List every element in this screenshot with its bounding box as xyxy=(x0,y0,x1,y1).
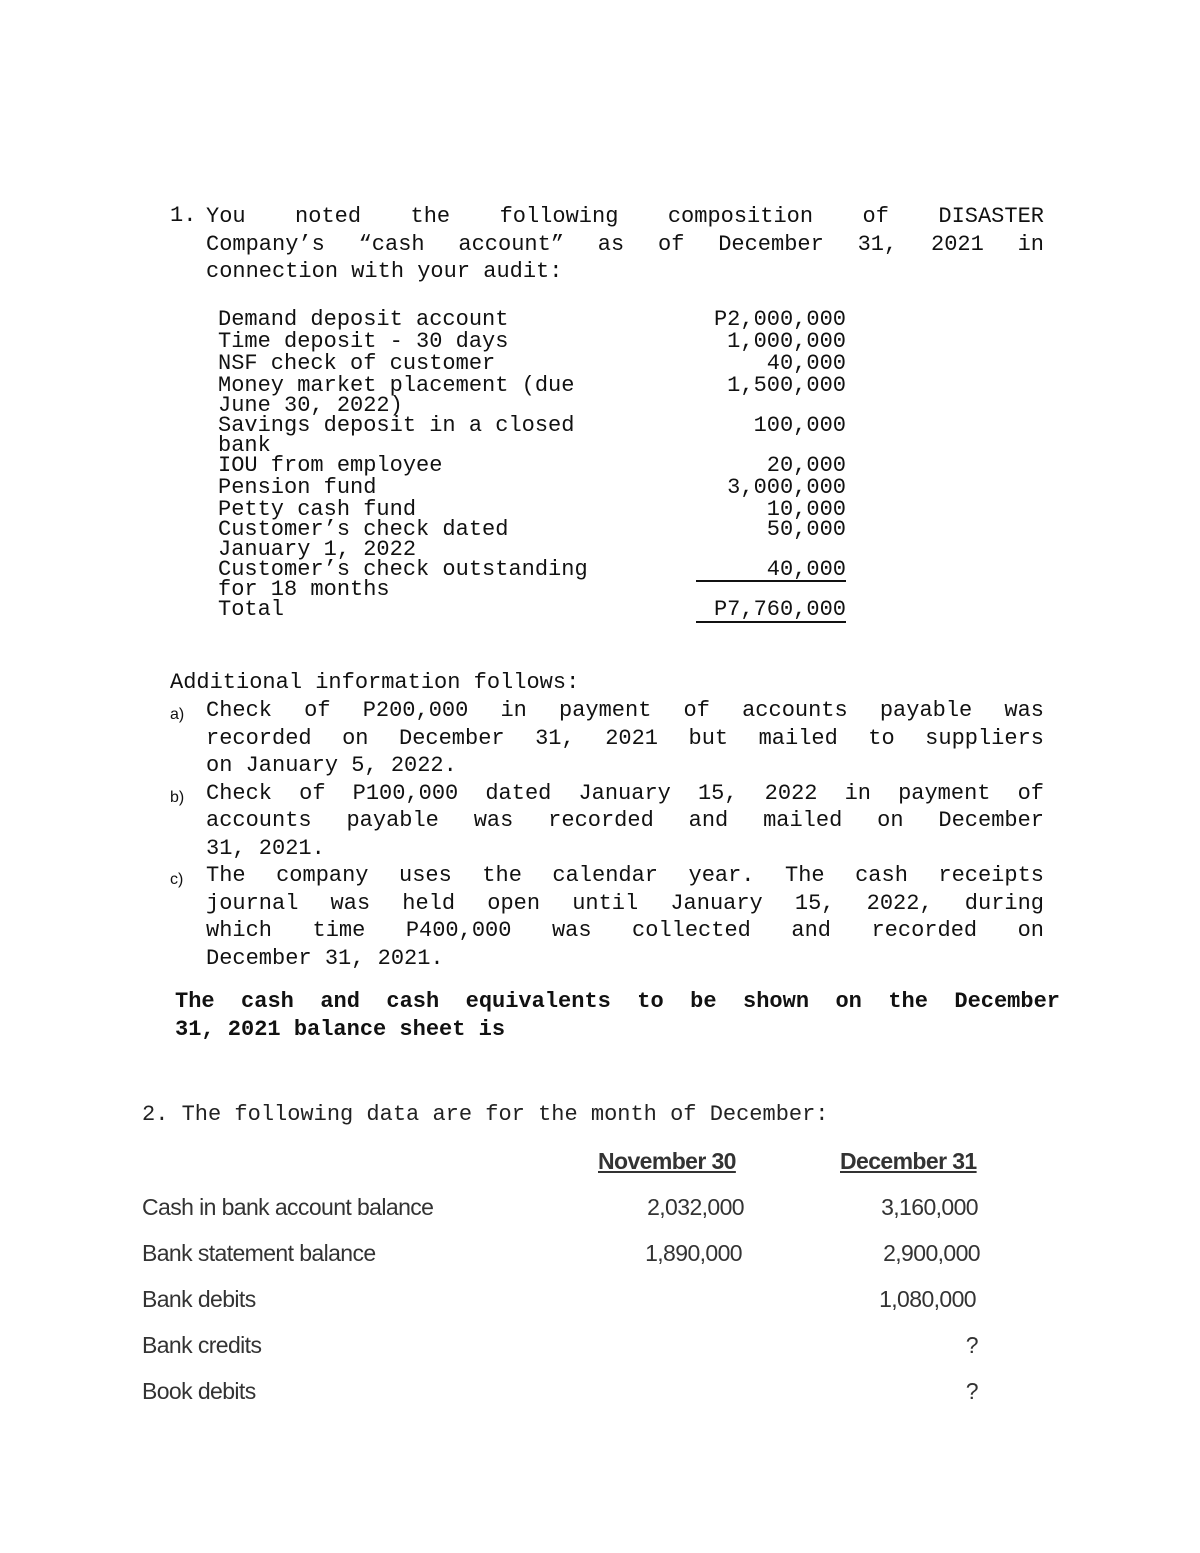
cash-composition-table xyxy=(218,307,846,623)
composition-label xyxy=(218,373,658,418)
item-text xyxy=(206,697,1044,780)
december-value: 1,080,000 xyxy=(879,1286,976,1312)
row-label: Bank credits xyxy=(142,1332,262,1358)
composition-label xyxy=(218,413,658,458)
composition-label xyxy=(218,557,658,602)
total-amount: P7,760,000 xyxy=(696,600,846,623)
november-value: 2,032,000 xyxy=(647,1194,744,1220)
label-line: IOU from employee xyxy=(218,453,443,478)
additional-info-item xyxy=(170,862,1045,972)
column-header-november: November 30 xyxy=(598,1148,736,1174)
composition-label xyxy=(218,307,658,332)
column-header-december: December 31 xyxy=(840,1148,977,1174)
item-line: journal was held open until January 15, 2022, during xyxy=(206,890,1044,916)
december-value: ? xyxy=(965,1332,978,1358)
composition-label xyxy=(218,517,658,562)
composition-row xyxy=(218,453,846,478)
composition-row xyxy=(218,517,846,562)
label-line: January 1, 2022 xyxy=(218,537,417,562)
composition-row xyxy=(218,373,846,418)
composition-row xyxy=(218,413,846,458)
item-line: on January 5, 2022. xyxy=(206,753,457,778)
december-value: 3,160,000 xyxy=(881,1194,978,1220)
table-row xyxy=(142,1194,992,1224)
additional-info-heading: Additional information follows: xyxy=(170,670,580,695)
label-line: Petty cash fund xyxy=(218,497,417,522)
item-text xyxy=(206,862,1044,972)
label-line: Pension fund xyxy=(218,475,377,500)
row-label: Book debits xyxy=(142,1378,256,1404)
label-line: Demand deposit account xyxy=(218,307,509,332)
label-line: Money market placement (due xyxy=(218,373,575,398)
composition-amount: 100,000 xyxy=(753,413,846,438)
row-label: Bank debits xyxy=(142,1286,256,1312)
intro-line: Company’s “cash account” as of December 31, 2021 in xyxy=(206,231,1044,257)
additional-info-list xyxy=(170,697,1045,972)
item-line: The company uses the calendar year. The cash receipts xyxy=(206,863,1044,888)
composition-amount: 40,000 xyxy=(696,560,846,582)
composition-amount: 10,000 xyxy=(766,497,846,522)
december-value: ? xyxy=(965,1378,978,1404)
november-value: 1,890,000 xyxy=(645,1240,742,1266)
question-1-prompt xyxy=(175,988,1060,1043)
intro-line: You noted the following composition of DISASTER xyxy=(206,204,1044,229)
item-line: December 31, 2021. xyxy=(206,945,444,971)
composition-amount: 1,500,000 xyxy=(727,373,846,398)
item-line: Check of P200,000 in payment of accounts payable was xyxy=(206,698,1044,723)
item-line: Check of P100,000 dated January 15, 2022 in payment of xyxy=(206,780,1044,806)
table-row xyxy=(142,1378,992,1408)
total-label: Total xyxy=(218,597,285,622)
label-line: June 30, 2022) xyxy=(218,393,403,418)
additional-info-item xyxy=(170,780,1045,863)
label-line: NSF check of customer xyxy=(218,351,496,376)
composition-row xyxy=(218,351,846,376)
item-line: which time P400,000 was collected and recorded on xyxy=(206,918,1044,943)
additional-info-item xyxy=(170,697,1045,780)
composition-row xyxy=(218,329,846,354)
item-letter: b) xyxy=(170,788,185,806)
label-line: Customer’s check dated xyxy=(218,517,509,542)
item-line: accounts payable was recorded and mailed on December xyxy=(206,808,1044,833)
composition-amount: P2,000,000 xyxy=(713,307,846,332)
composition-amount: 1,000,000 xyxy=(727,329,846,354)
composition-label xyxy=(218,453,658,478)
composition-row xyxy=(218,307,846,332)
table-row xyxy=(142,1332,992,1362)
label-line: Customer’s check outstanding xyxy=(218,557,588,582)
composition-label xyxy=(218,329,658,354)
composition-row xyxy=(218,475,846,500)
label-line: Savings deposit in a closed xyxy=(218,413,575,438)
composition-label xyxy=(218,475,658,500)
composition-row xyxy=(218,557,846,602)
composition-amount: 3,000,000 xyxy=(727,475,846,500)
question-1-number: 1. xyxy=(170,203,197,228)
label-line: for 18 months xyxy=(218,577,390,602)
label-line: Time deposit - 30 days xyxy=(218,329,509,354)
item-line: recorded on December 31, 2021 but mailed to suppliers xyxy=(206,725,1044,751)
composition-amount: 40,000 xyxy=(766,351,846,376)
row-label: Bank statement balance xyxy=(142,1240,376,1266)
question-2-title: 2. The following data are for the month of December: xyxy=(142,1102,829,1127)
prompt-line: The cash and cash equivalents to be shown on the December xyxy=(175,989,1060,1014)
prompt-line: 31, 2021 balance sheet is xyxy=(175,1016,506,1042)
question-1-intro xyxy=(206,203,1044,286)
table-row xyxy=(142,1240,992,1270)
item-letter: c) xyxy=(170,871,184,888)
composition-amount: 20,000 xyxy=(766,453,846,478)
table-row xyxy=(142,1286,992,1316)
item-text xyxy=(206,780,1044,863)
item-letter: a) xyxy=(170,706,185,723)
label-line: bank xyxy=(218,433,271,458)
row-label: Cash in bank account balance xyxy=(142,1194,434,1220)
december-value: 2,900,000 xyxy=(883,1240,980,1266)
intro-line: connection with your audit: xyxy=(206,259,563,284)
composition-total-row xyxy=(218,597,846,623)
item-line: 31, 2021. xyxy=(206,835,325,861)
composition-amount: 50,000 xyxy=(766,517,846,542)
composition-label xyxy=(218,351,658,376)
